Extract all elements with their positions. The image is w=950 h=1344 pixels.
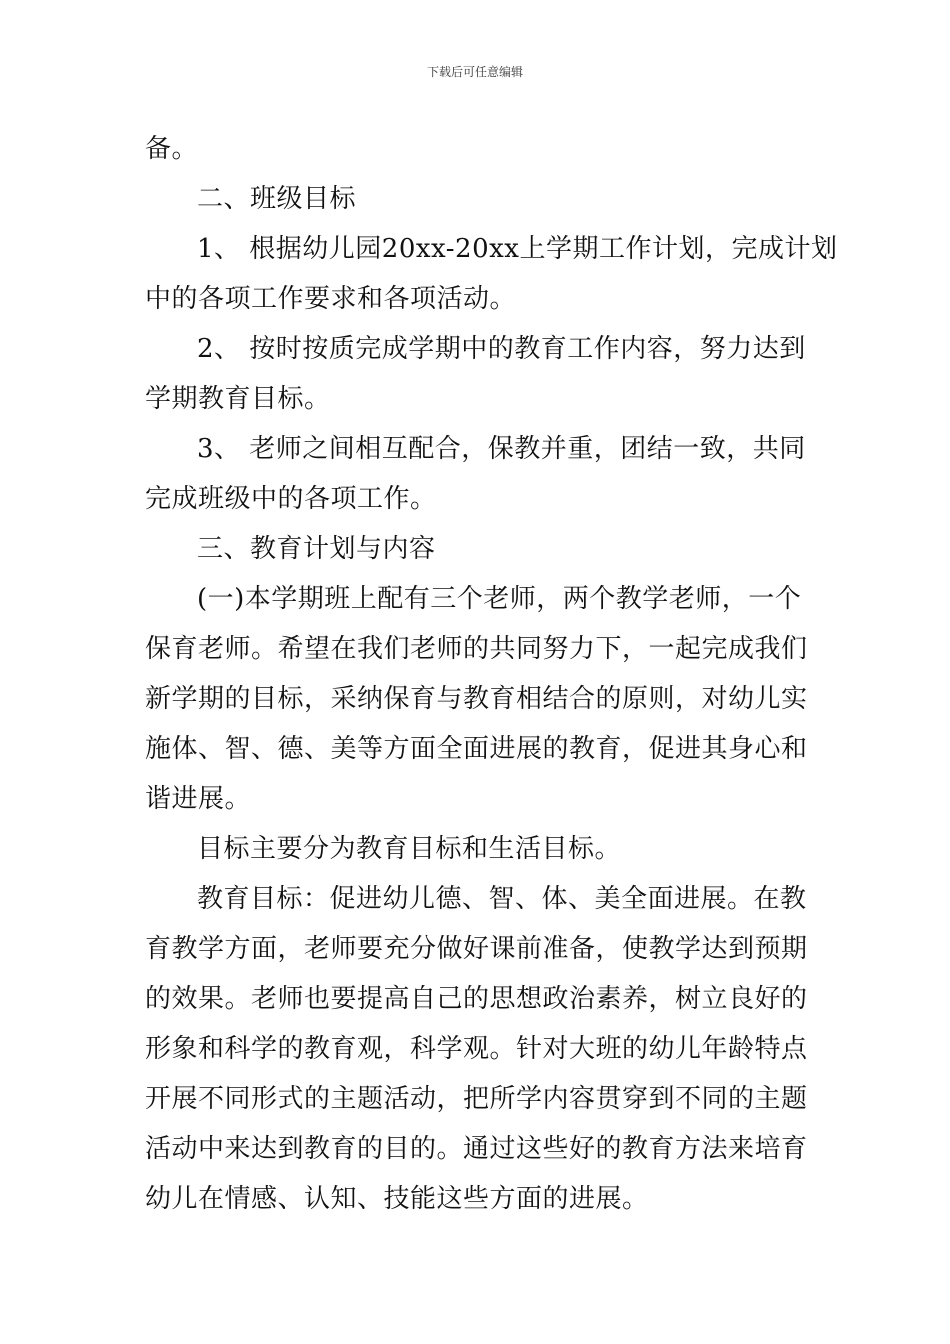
body-line: 施体、智、德、美等方面全面进展的教育，促进其身心和: [145, 734, 808, 764]
body-line: 保育老师。希望在我们老师的共同努力下，一起完成我们: [145, 634, 808, 664]
body-line: 1、 根据幼儿园20xx-20xx上学期工作计划，完成计划: [197, 234, 838, 264]
body-line: 育教学方面，老师要充分做好课前准备，使教学达到预期: [145, 934, 808, 964]
body-line: 3、 老师之间相互配合，保教并重，团结一致，共同: [197, 434, 806, 464]
body-line: 目标主要分为教育目标和生活目标。: [197, 834, 622, 864]
body-line: 谐进展。: [145, 784, 252, 814]
body-line: 备。: [145, 134, 199, 164]
body-line: (一)本学期班上配有三个老师，两个教学老师，一个: [197, 584, 802, 614]
body-line: 中的各项工作要求和各项活动。: [145, 284, 517, 314]
body-line: 2、 按时按质完成学期中的教育工作内容，努力达到: [197, 334, 806, 364]
body-line: 完成班级中的各项工作。: [145, 484, 437, 514]
body-line: 幼儿在情感、认知、技能这些方面的进展。: [145, 1184, 649, 1214]
section-heading: 三、教育计划与内容: [197, 534, 436, 564]
section-heading: 二、班级目标: [197, 184, 357, 214]
body-line: 教育目标：促进幼儿德、智、体、美全面进展。在教: [197, 884, 807, 914]
body-line: 开展不同形式的主题活动，把所学内容贯穿到不同的主题: [145, 1084, 808, 1114]
body-line: 学期教育目标。: [145, 384, 331, 414]
body-line: 形象和科学的教育观，科学观。针对大班的幼儿年龄特点: [145, 1034, 808, 1064]
document-body: [145, 124, 838, 1224]
body-line: 活动中来达到教育的目的。通过这些好的教育方法来培育: [145, 1134, 808, 1164]
body-line: 新学期的目标，采纳保育与教育相结合的原则，对幼儿实: [145, 684, 808, 714]
page-header: 下载后可任意编辑: [426, 65, 523, 79]
body-line: 的效果。老师也要提高自己的思想政治素养，树立良好的: [145, 984, 808, 1014]
